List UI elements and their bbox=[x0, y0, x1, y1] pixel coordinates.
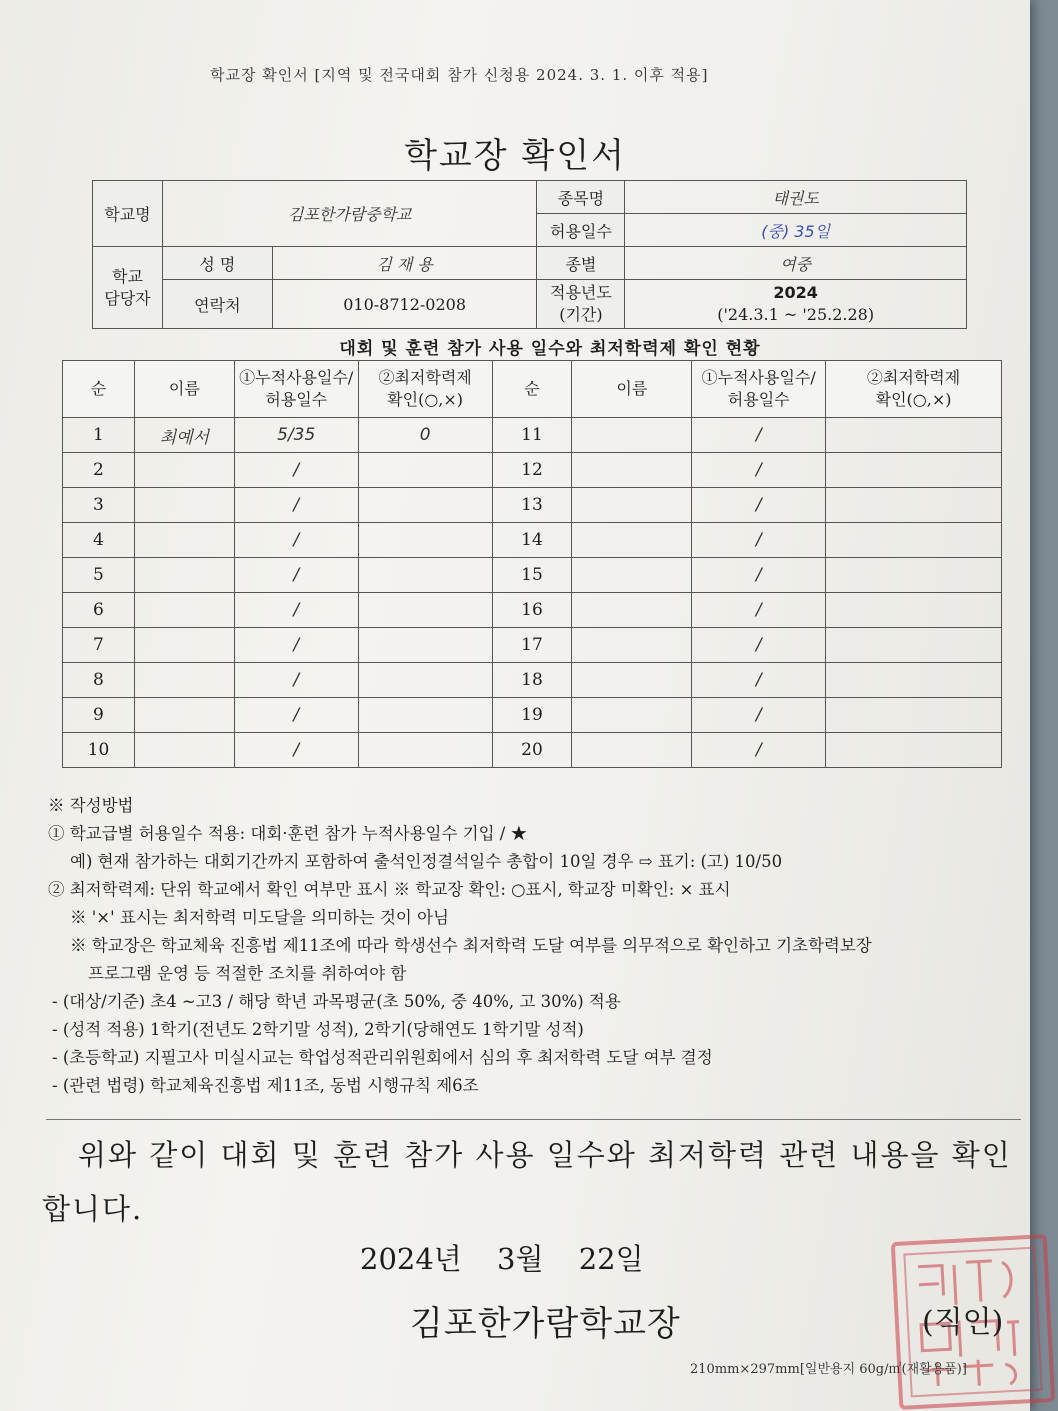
school-name-value: 김포한가람중학교 bbox=[162, 181, 537, 247]
days-used-right: / bbox=[692, 453, 826, 488]
note-2-a: ※ '×' 표시는 최저학력 미도달을 의미하는 것이 아님 bbox=[70, 908, 449, 927]
col-header-days-right-l1: ①누적사용일수/ bbox=[701, 368, 816, 387]
athlete-name-right bbox=[572, 558, 692, 593]
row-number-left: 2 bbox=[63, 453, 135, 488]
days-used-left: / bbox=[234, 698, 358, 733]
min-academic-check-right bbox=[826, 733, 1002, 768]
note-1-example: 예) 현재 참가하는 대회기간까지 포함하여 출석인정결석일수 총합이 10일 경우 ⇨ 표기: (고) 10/50 bbox=[70, 852, 783, 871]
status-table-title: 대회 및 훈련 참가 사용 일수와 최저학력제 확인 현황 bbox=[339, 339, 761, 359]
days-used-left: / bbox=[234, 558, 358, 593]
athlete-name-right bbox=[572, 523, 692, 558]
athlete-name-left bbox=[134, 698, 234, 733]
row-number-left: 7 bbox=[63, 628, 135, 663]
athlete-name-left bbox=[134, 628, 234, 663]
row-number-right: 12 bbox=[492, 453, 572, 488]
note-1: ① 학교급별 허용일수 적용: 대회·훈련 참가 누적사용일수 기입 / ★ bbox=[48, 824, 528, 843]
table-row bbox=[63, 663, 1002, 698]
col-header-no-right: 순 bbox=[492, 361, 572, 418]
col-header-days-left-l1: ①누적사용일수/ bbox=[239, 368, 354, 387]
min-academic-check-left bbox=[358, 628, 492, 663]
days-used-right: / bbox=[692, 663, 826, 698]
note-dash-1: - (대상/기준) 초4 ~고3 / 해당 학년 과목평균(초 50%, 중 40%, 고 30%) 적용 bbox=[52, 992, 621, 1011]
days-used-right: / bbox=[692, 558, 826, 593]
table-row bbox=[63, 628, 1002, 663]
form-header-line: 학교장 확인서 [지역 및 전국대회 참가 신청용 2024. 3. 1. 이후 적용] bbox=[210, 66, 709, 84]
instructions bbox=[48, 792, 1018, 1100]
min-academic-check-left bbox=[358, 733, 492, 768]
min-academic-check-left: 0 bbox=[358, 418, 492, 453]
name-value: 김 재 용 bbox=[272, 247, 537, 280]
sport-value: 태권도 bbox=[625, 181, 967, 214]
row-number-left: 1 bbox=[63, 418, 135, 453]
year-number: 2024 bbox=[773, 283, 818, 302]
days-used-left: / bbox=[234, 453, 358, 488]
note-dash-4: - (관련 법령) 학교체육진흥법 제11조, 동법 시행규칙 제6조 bbox=[52, 1076, 479, 1095]
min-academic-check-left bbox=[358, 698, 492, 733]
days-used-left: / bbox=[234, 523, 358, 558]
athlete-name-right bbox=[572, 488, 692, 523]
row-number-left: 9 bbox=[63, 698, 135, 733]
athlete-name-right bbox=[572, 733, 692, 768]
sport-label: 종목명 bbox=[537, 181, 625, 214]
instructions-heading: ※ 작성방법 bbox=[48, 796, 134, 815]
days-used-right: / bbox=[692, 733, 826, 768]
col-header-days-left bbox=[234, 361, 358, 418]
year-label bbox=[537, 280, 625, 329]
col-header-check-left-l1: ②최저학력제 bbox=[378, 368, 472, 387]
athlete-name-left bbox=[134, 488, 234, 523]
athlete-name-right bbox=[572, 698, 692, 733]
row-number-right: 16 bbox=[492, 593, 572, 628]
days-used-left: / bbox=[234, 488, 358, 523]
days-used-right: / bbox=[692, 628, 826, 663]
table-row bbox=[63, 488, 1002, 523]
table-row bbox=[63, 558, 1002, 593]
min-academic-check-left bbox=[358, 523, 492, 558]
athlete-name-left bbox=[134, 593, 234, 628]
row-number-right: 14 bbox=[492, 523, 572, 558]
col-header-check-right-l1: ②최저학력제 bbox=[866, 368, 961, 387]
days-used-left: / bbox=[234, 663, 358, 698]
days-used-left: / bbox=[234, 593, 358, 628]
athlete-name-right bbox=[572, 418, 692, 453]
col-header-name-right: 이름 bbox=[572, 361, 692, 418]
name-label: 성 명 bbox=[162, 247, 272, 280]
min-academic-check-left bbox=[358, 453, 492, 488]
note-2-b-line2: 프로그램 운영 등 적절한 조치를 취하여야 함 bbox=[88, 964, 407, 983]
athlete-name-left: 최예서 bbox=[134, 418, 234, 453]
days-used-right: / bbox=[692, 488, 826, 523]
min-academic-check-right bbox=[826, 453, 1002, 488]
school-info-table bbox=[92, 180, 967, 329]
athlete-name-left bbox=[134, 523, 234, 558]
min-academic-check-right bbox=[826, 628, 1002, 663]
row-number-left: 8 bbox=[63, 663, 135, 698]
contact-value: 010-8712-0208 bbox=[272, 280, 537, 329]
table-row bbox=[63, 523, 1002, 558]
note-2-b-line1: ※ 학교장은 학교체육 진흥법 제11조에 따라 학생선수 최저학력 도달 여부를 의무적으로 확인하고 기초학력보장 bbox=[70, 936, 872, 955]
table-row bbox=[63, 453, 1002, 488]
days-used-left: / bbox=[234, 628, 358, 663]
days-used-left: / bbox=[234, 733, 358, 768]
note-dash-3: - (초등학교) 지필고사 미실시교는 학업성적관리위원회에서 심의 후 최저학력 도달 여부 결정 bbox=[52, 1048, 713, 1067]
col-header-check-left bbox=[358, 361, 492, 418]
min-academic-check-right bbox=[826, 488, 1002, 523]
table-row bbox=[63, 593, 1002, 628]
row-number-left: 10 bbox=[63, 733, 135, 768]
min-academic-check-left bbox=[358, 593, 492, 628]
gender-value: 여중 bbox=[625, 247, 967, 280]
paper-spec: 210mm×297mm[일반용지 60g/㎡(재활용품)] bbox=[690, 1362, 967, 1377]
min-academic-check-left bbox=[358, 488, 492, 523]
athlete-name-left bbox=[134, 453, 234, 488]
athlete-name-right bbox=[572, 663, 692, 698]
row-number-right: 11 bbox=[492, 418, 572, 453]
person-label: 학교 담당자 bbox=[93, 247, 163, 329]
col-header-name-left: 이름 bbox=[134, 361, 234, 418]
principal-name: 김포한가람학교장 bbox=[410, 1304, 681, 1344]
confirmation-statement bbox=[42, 1128, 1022, 1236]
year-value bbox=[625, 280, 967, 329]
athlete-name-left bbox=[134, 558, 234, 593]
table-row bbox=[63, 418, 1002, 453]
row-number-right: 13 bbox=[492, 488, 572, 523]
athlete-name-left bbox=[134, 663, 234, 698]
days-used-right: / bbox=[692, 698, 826, 733]
issue-date: 2024년 3월 22일 bbox=[360, 1242, 644, 1276]
min-academic-check-right bbox=[826, 698, 1002, 733]
col-header-days-right bbox=[692, 361, 826, 418]
year-label-line2: (기간) bbox=[559, 305, 603, 324]
days-used-right: / bbox=[692, 523, 826, 558]
col-header-check-left-l2: 확인(○,×) bbox=[387, 390, 464, 409]
min-academic-check-right bbox=[826, 523, 1002, 558]
row-number-right: 20 bbox=[492, 733, 572, 768]
gender-label: 종별 bbox=[537, 247, 625, 280]
row-number-left: 3 bbox=[63, 488, 135, 523]
days-used-left: 5/35 bbox=[234, 418, 358, 453]
confirmation-line2: 합니다. bbox=[42, 1192, 144, 1226]
table-row bbox=[63, 698, 1002, 733]
participation-table bbox=[62, 360, 1002, 768]
athlete-name-right bbox=[572, 628, 692, 663]
note-2: ② 최저학력제: 단위 학교에서 확인 여부만 표시 ※ 학교장 확인: ○표시, 학교장 미확인: × 표시 bbox=[48, 880, 731, 899]
days-used-right: / bbox=[692, 418, 826, 453]
school-name-label: 학교명 bbox=[93, 181, 163, 247]
min-academic-check-left bbox=[358, 558, 492, 593]
athlete-name-right bbox=[572, 453, 692, 488]
min-academic-check-right bbox=[826, 558, 1002, 593]
min-academic-check-left bbox=[358, 663, 492, 698]
days-used-right: / bbox=[692, 593, 826, 628]
athlete-name-right bbox=[572, 593, 692, 628]
row-number-right: 15 bbox=[492, 558, 572, 593]
row-number-left: 5 bbox=[63, 558, 135, 593]
allowed-days-label: 허용일수 bbox=[537, 214, 625, 247]
contact-label: 연락처 bbox=[162, 280, 272, 329]
note-dash-2: - (성적 적용) 1학기(전년도 2학기말 성적), 2학기(당해연도 1학기말 성적) bbox=[52, 1020, 584, 1039]
col-header-days-right-l2: 허용일수 bbox=[727, 390, 790, 409]
row-number-right: 18 bbox=[492, 663, 572, 698]
period-value: ('24.3.1 ~ '25.2.28) bbox=[717, 305, 875, 324]
min-academic-check-right bbox=[826, 663, 1002, 698]
min-academic-check-right bbox=[826, 593, 1002, 628]
confirmation-line1: 위와 같이 대회 및 훈련 참가 사용 일수와 최저학력 관련 내용을 확인 bbox=[78, 1138, 1012, 1172]
allowed-days-value: (중) 35일 bbox=[625, 214, 967, 247]
table-row bbox=[63, 733, 1002, 768]
row-number-left: 4 bbox=[63, 523, 135, 558]
col-header-days-left-l2: 허용일수 bbox=[265, 390, 328, 409]
col-header-no-left: 순 bbox=[63, 361, 135, 418]
year-label-line1: 적용년도 bbox=[549, 283, 612, 302]
min-academic-check-right bbox=[826, 418, 1002, 453]
row-number-right: 17 bbox=[492, 628, 572, 663]
section-divider bbox=[46, 1119, 1021, 1120]
row-number-right: 19 bbox=[492, 698, 572, 733]
athlete-name-left bbox=[134, 733, 234, 768]
document-title: 학교장 확인서 bbox=[404, 136, 626, 176]
col-header-check-right-l2: 확인(○,×) bbox=[875, 390, 952, 409]
col-header-check-right bbox=[826, 361, 1002, 418]
seal-label: (직인) bbox=[922, 1305, 1004, 1340]
row-number-left: 6 bbox=[63, 593, 135, 628]
